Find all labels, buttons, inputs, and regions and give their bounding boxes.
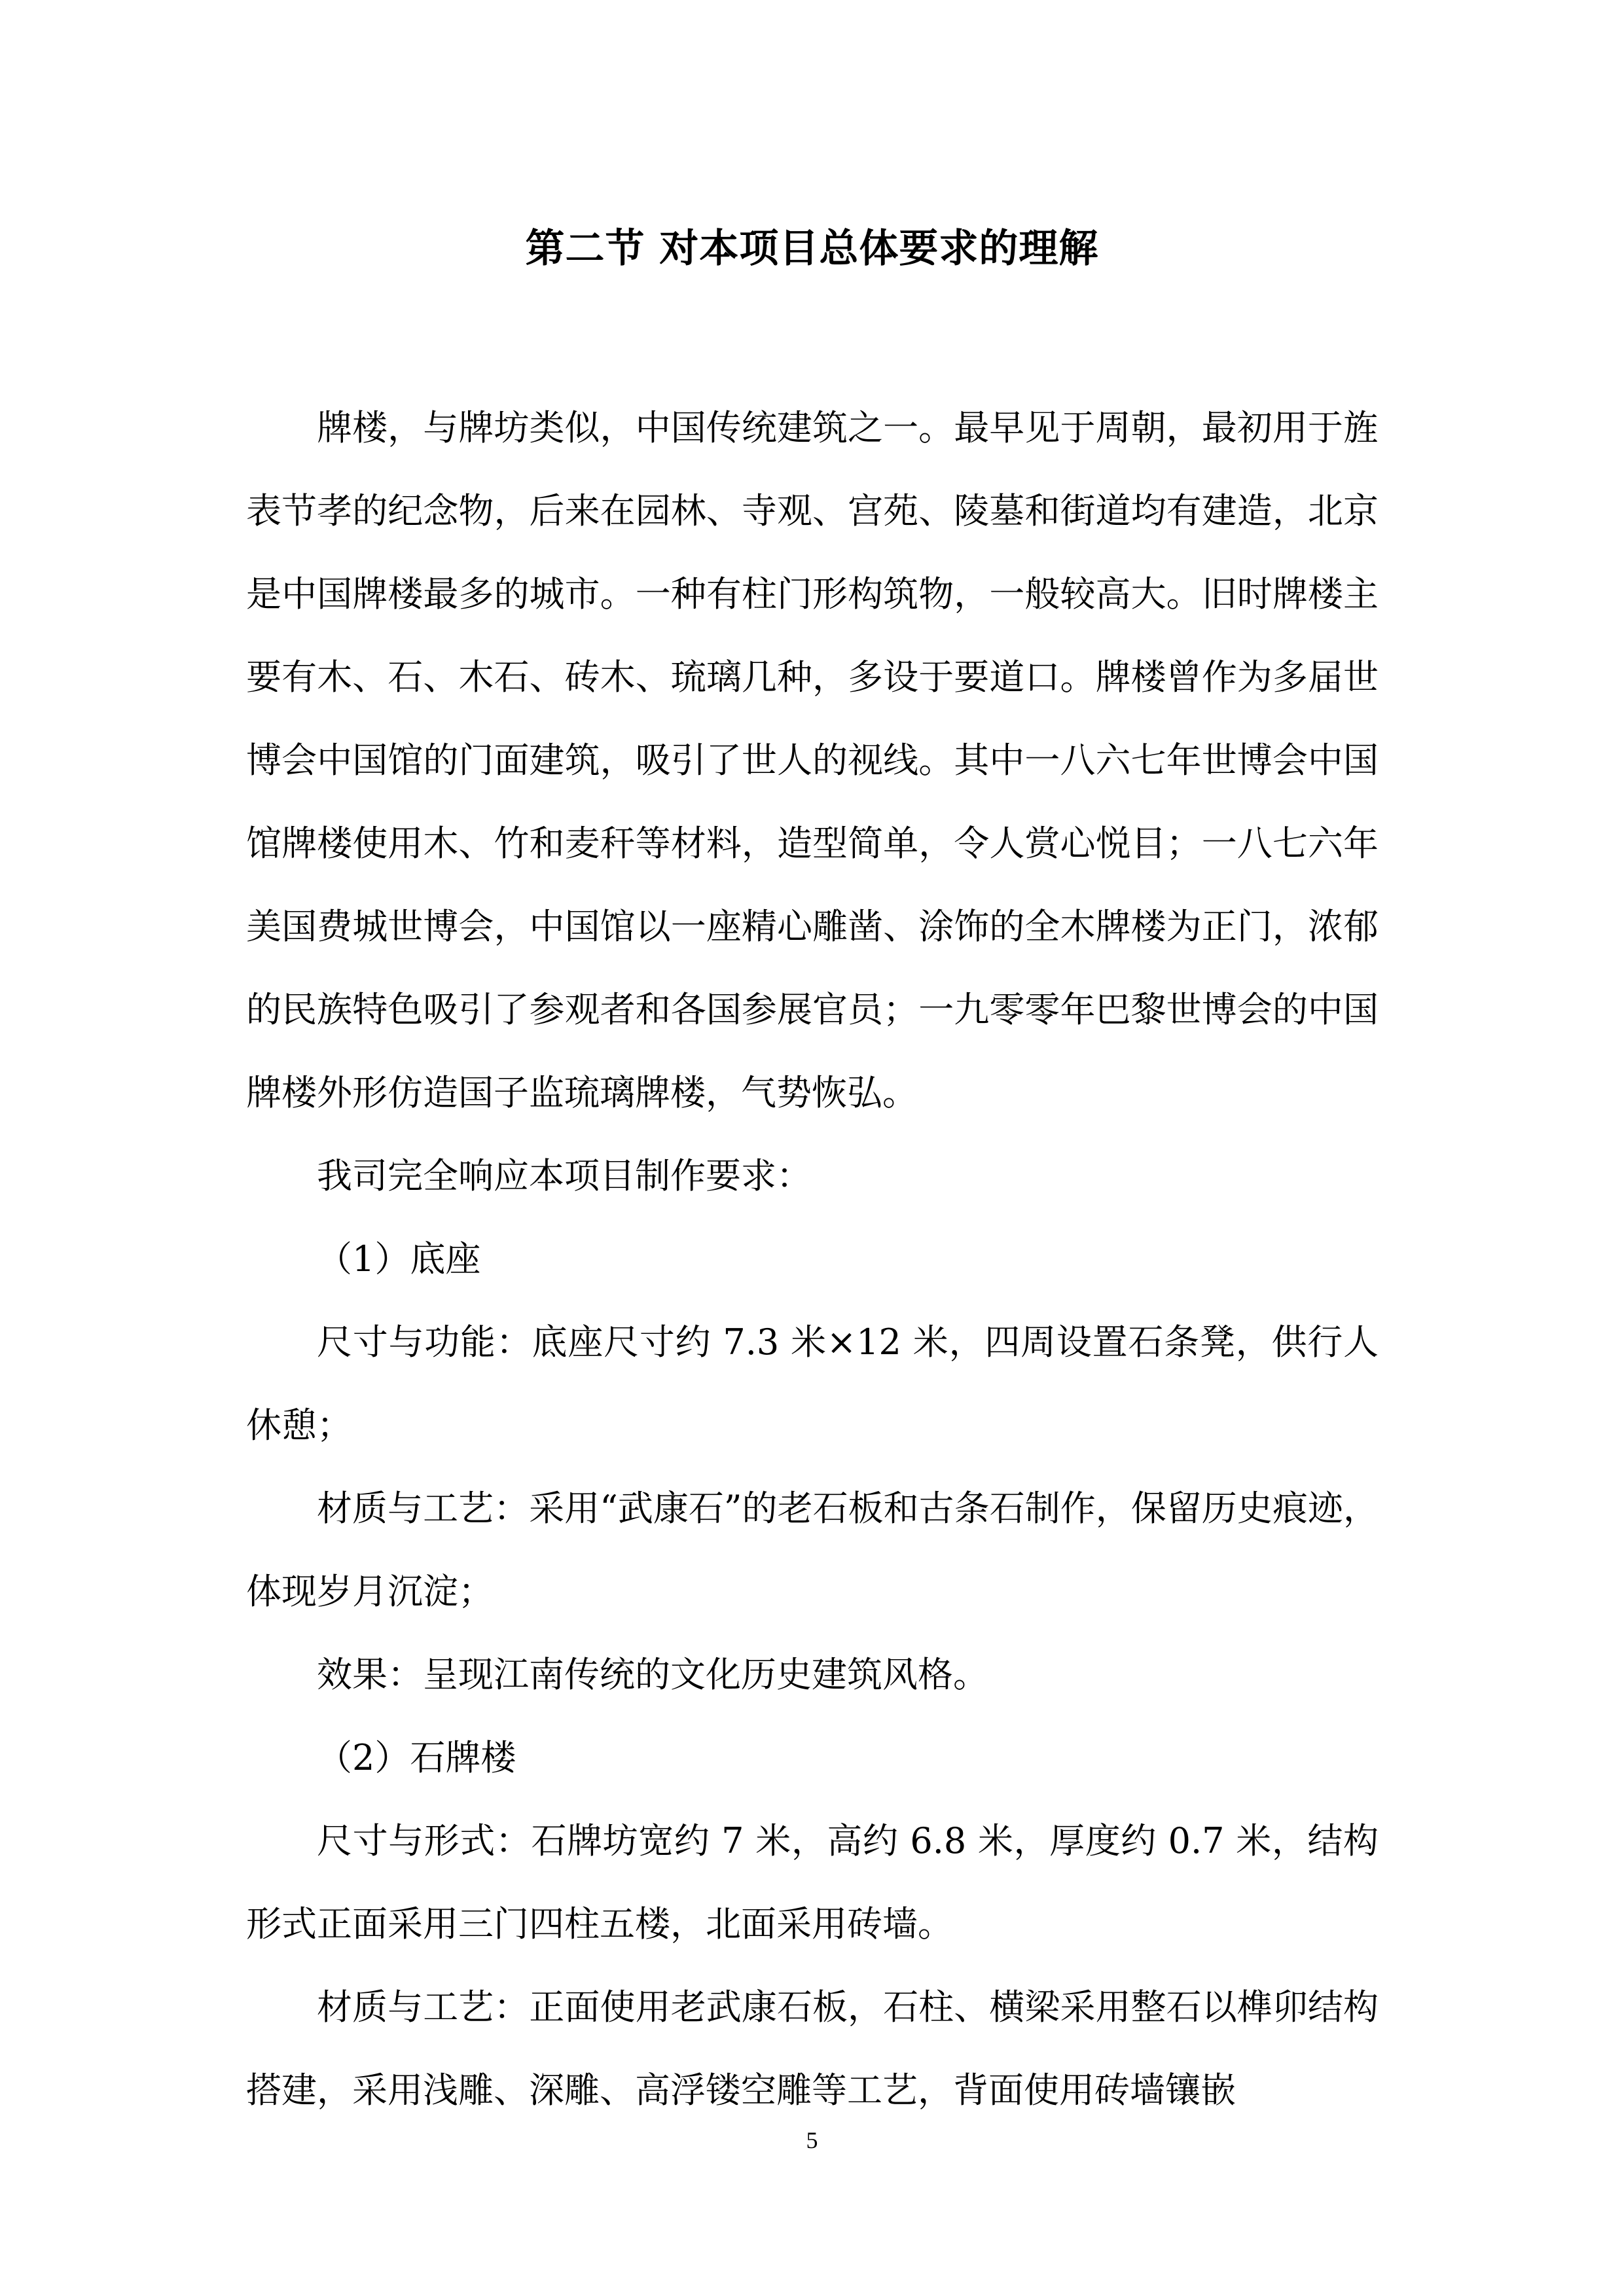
paragraph-history: 牌楼，与牌坊类似，中国传统建筑之一。最早见于周朝，最初用于旌表节孝的纪念物，后来在园林、寺观、宫苑、陵墓和街道均有建造，北京是中国牌楼最多的城市。一种有柱门形构筑物，一般较高大。旧时牌楼主要有木、石、木石、砖木、琉璃几种，多设于要道口。牌楼曾作为多届世博会中国馆的门面建筑，吸引了世人的视线。其中一八六七年世博会中国馆牌楼使用木、竹和麦秆等材料，造型简单，令人赏心悦目；一八七六年美国费城世博会，中国馆以一座精心雕凿、涂饰的全木牌楼为正门，浓郁的民族特色吸引了参观者和各国参展官员；一九零零年巴黎世博会的中国牌楼外形仿造国子监琉璃牌楼，气势恢弘。 [246,407,1379,1113]
subheading-base: （1）底座 [317,1238,481,1280]
paragraph-archway-material: 材质与工艺：正面使用老武康石板，石柱、横梁采用整石以榫卯结构搭建，采用浅雕、深雕、高浮镂空雕等工艺，背面使用砖墙镶嵌 [246,1986,1379,2111]
paragraph-base-size: 尺寸与功能：底座尺寸约 7.3 米×12 米，四周设置石条凳，供行人休憩； [246,1321,1379,1446]
paragraph-response: 我司完全响应本项目制作要求： [317,1155,812,1196]
subheading-stone-archway: （2）石牌楼 [317,1737,516,1778]
paragraph-archway-size: 尺寸与形式：石牌坊宽约 7 米，高约 6.8 米，厚度约 0.7 米，结构形式正面采用三门四柱五楼，北面采用砖墙。 [246,1820,1379,1945]
paragraph-base-effect: 效果：呈现江南传统的文化历史建筑风格。 [317,1654,988,1695]
page-number: 5 [806,2127,818,2153]
body-text [246,386,1379,2132]
paragraph-base-material: 材质与工艺：采用“武康石”的老石板和古条石制作，保留历史痕迹，体现岁月沉淀； [246,1488,1379,1612]
section-title: 第二节 对本项目总体要求的理解 [525,226,1099,272]
